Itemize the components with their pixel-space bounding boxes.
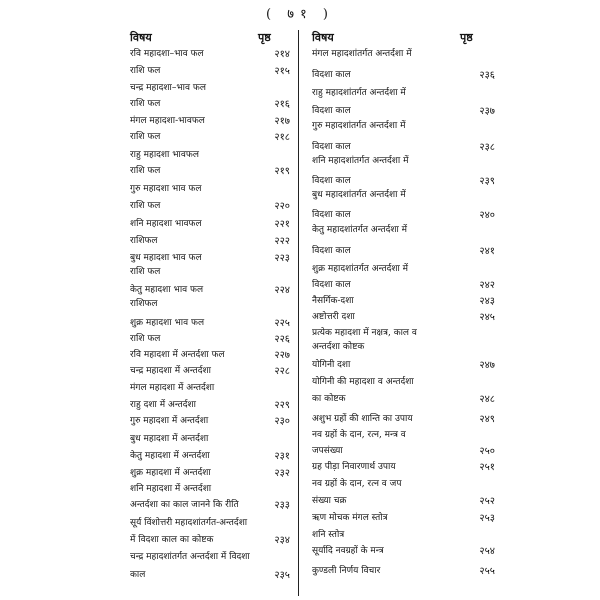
entry-title: राशिफल (130, 299, 158, 309)
entry-page-number: २४९ (479, 414, 495, 425)
entry-page-number: २४८ (479, 394, 495, 405)
entry-title: अशुभ ग्रहों की शान्ति का उपाय (312, 414, 413, 424)
entry-title: बुध महादशांतर्गत अन्तर्दशा में (312, 190, 406, 200)
entry-title: विदशा काल (312, 246, 351, 256)
toc-entry (130, 219, 290, 230)
entry-title: विदशा काल (312, 280, 351, 290)
entry-title: विदशा काल (312, 106, 351, 116)
entry-title: राहु दशा में अन्तर्दशा (130, 400, 196, 410)
entry-page-number: २३० (274, 416, 290, 427)
toc-entry (130, 267, 290, 278)
toc-entry (312, 296, 495, 307)
entry-title: गुरु महादशा भाव फल (130, 184, 202, 194)
entry-title: शुक्र महादशा में अन्तर्दशा (130, 468, 211, 478)
subject-header: विषय (130, 31, 152, 44)
toc-entry (130, 99, 290, 110)
entry-title: सूर्यादि नवग्रहों के मन्त्र (312, 546, 384, 556)
entry-title: मंगल महादशांतर्गत अन्तर्दशा में (312, 49, 412, 59)
entry-title: योगिनी दशा (312, 360, 351, 370)
entry-title: शनि महादशांतर्गत अन्तर्दशा में (312, 156, 409, 166)
toc-entry (130, 535, 290, 546)
entry-title: प्रत्येक महादशा में नक्षत्र, काल व (312, 328, 417, 338)
entry-page-number: २४१ (479, 246, 495, 257)
entry-page-number: २२८ (274, 366, 290, 377)
toc-entry (312, 49, 483, 60)
toc-entry (130, 366, 290, 377)
toc-entry (130, 201, 290, 212)
left-column (130, 0, 290, 600)
toc-entry (312, 394, 495, 405)
toc-entry (130, 451, 290, 462)
toc-entry (130, 285, 290, 296)
entry-title: शनि महादशा भावफल (130, 219, 202, 229)
entry-page-number: २१५ (274, 66, 290, 77)
entry-title: राशि फल (130, 166, 161, 176)
entry-title: काल (130, 570, 146, 580)
entry-title: अन्तर्दशा का काल जानने कि रीति (130, 500, 239, 510)
entry-title: नव ग्रहों के दान, रत्न व जप (312, 479, 402, 489)
entry-title: अन्तर्दशा कोष्टक (312, 342, 365, 352)
toc-entry (130, 484, 290, 495)
toc-entry (130, 83, 290, 94)
entry-page-number: २४५ (479, 312, 495, 323)
toc-entry (312, 312, 495, 323)
toc-entry (312, 280, 495, 291)
toc-entry (130, 166, 290, 177)
entry-title: विदशा काल (312, 70, 351, 80)
entry-title: मंगल महादशा-भावफल (130, 116, 205, 126)
entry-page-number: २१४ (274, 49, 290, 60)
entry-page-number: २२७ (274, 350, 290, 361)
entry-title: में विदशा काल का कोष्टक (130, 535, 214, 545)
subject-header: विषय (312, 31, 334, 44)
toc-entry (312, 446, 495, 457)
entry-title: शनि महादशा में अन्तर्दशा (130, 484, 212, 494)
entry-title: राशि फल (130, 99, 161, 109)
toc-entry (130, 236, 290, 247)
entry-title: जपसंख्या (312, 446, 343, 456)
toc-entry (312, 88, 483, 99)
entry-page-number: २५४ (479, 546, 495, 557)
toc-entry (312, 414, 495, 425)
entry-title: राशि फल (130, 267, 161, 277)
entry-page-number: २१८ (274, 132, 290, 143)
toc-entry (130, 132, 290, 143)
toc-entry (130, 334, 290, 345)
page-header: पृष्ठ (258, 31, 271, 44)
entry-title: राशि फल (130, 132, 161, 142)
entry-title: संख्या चक्र (312, 496, 347, 506)
toc-entry (130, 299, 290, 310)
toc-entry (312, 513, 495, 524)
toc-entry (312, 530, 483, 541)
toc-entry (312, 264, 483, 275)
toc-entry (312, 156, 483, 167)
toc-entry (312, 121, 483, 132)
entry-page-number: २१७ (274, 116, 290, 127)
toc-entry (312, 70, 495, 81)
toc-entry (130, 116, 290, 127)
toc-entry (130, 416, 290, 427)
entry-page-number: २३९ (479, 176, 495, 187)
entry-page-number: २२० (274, 201, 290, 212)
entry-title: राशि फल (130, 334, 161, 344)
entry-page-number: २४२ (479, 280, 495, 291)
entry-title: बुध महादशा भाव फल (130, 253, 202, 263)
entry-page-number: २४० (479, 210, 495, 221)
entry-page-number: २३७ (479, 106, 495, 117)
entry-page-number: २३२ (274, 468, 290, 479)
entry-title: सूर्य विंशोत्तरी महादशांतर्गत-अन्तर्दशा (130, 518, 248, 528)
toc-entry (130, 518, 290, 529)
entry-title: का कोष्टक (312, 394, 346, 404)
toc-entry (130, 468, 290, 479)
toc-entry (312, 462, 495, 473)
toc-entry (312, 210, 495, 221)
entry-title: राहु महादशा भावफल (130, 150, 199, 160)
entry-title: रवि महादशा में अन्तर्दशा फल (130, 350, 225, 360)
entry-title: चन्द्र महादशा में अन्तर्दशा (130, 366, 211, 376)
toc-entry (312, 566, 495, 577)
column-divider (298, 30, 299, 596)
entry-page-number: २५५ (479, 566, 495, 577)
entry-page-number: २१९ (274, 166, 290, 177)
toc-entry (312, 106, 495, 117)
entry-title: कुण्डली निर्णय विचार (312, 566, 381, 576)
entry-title: राशि फल (130, 66, 161, 76)
entry-title: शुक्र महादशांतर्गत अन्तर्दशा में (312, 264, 409, 274)
toc-entry (130, 400, 290, 411)
entry-title: विदशा काल (312, 210, 351, 220)
toc-entry (130, 570, 290, 581)
entry-title: गुरु महादशा में अन्तर्दशा (130, 416, 209, 426)
entry-title: बुध महादशा में अन्तर्दशा (130, 434, 209, 444)
entry-title: केतु महादशांतर्गत अन्तर्दशा में (312, 225, 408, 235)
toc-entry (130, 253, 290, 264)
entry-page-number: २४३ (479, 296, 495, 307)
entry-title: चन्द्र महादशांतर्गत अन्तर्दशा में विदशा (130, 552, 250, 562)
entry-title: गुरु महादशांतर्गत अन्तर्दशा में (312, 121, 406, 131)
toc-entry (312, 225, 483, 236)
page-number: ( ७१ ) (266, 7, 334, 22)
entry-page-number: २२३ (274, 253, 290, 264)
entry-title: केतु महादशा में अन्तर्दशा (130, 451, 210, 461)
toc-entry (130, 318, 290, 329)
entry-page-number: २३८ (479, 142, 495, 153)
entry-title: रवि महादशा–भाव फल (130, 49, 204, 59)
toc-entry (312, 246, 495, 257)
entry-title: केतु महादशा भाव फल (130, 285, 204, 295)
entry-title: ग्रह पीड़ा निवारणार्थ उपाय (312, 462, 396, 472)
toc-entry (130, 150, 290, 161)
toc-entry (312, 190, 483, 201)
entry-page-number: २२९ (274, 400, 290, 411)
entry-page-number: २३६ (479, 70, 495, 81)
entry-title: नैसर्गिक-दशा (312, 296, 354, 306)
toc-entry (130, 184, 290, 195)
entry-title: चन्द्र महादशा–भाव फल (130, 83, 206, 93)
entry-page-number: २३३ (274, 500, 290, 511)
toc-entry (312, 430, 483, 441)
toc-entry (130, 500, 290, 511)
toc-entry (130, 552, 290, 563)
entry-title: ऋण मोचक मंगल स्तोत्र (312, 513, 388, 523)
entry-title: मंगल महादशा में अन्तर्दशा (130, 383, 215, 393)
entry-page-number: २४७ (479, 360, 495, 371)
toc-entry (312, 479, 483, 490)
entry-page-number: २२६ (274, 334, 290, 345)
entry-page-number: २५२ (479, 496, 495, 507)
toc-entry (130, 434, 290, 445)
entry-page-number: २१६ (274, 99, 290, 110)
toc-entry (312, 176, 495, 187)
entry-page-number: २५१ (479, 462, 495, 473)
toc-entry (130, 383, 290, 394)
toc-entry (312, 496, 495, 507)
entry-title: विदशा काल (312, 176, 351, 186)
entry-page-number: २२४ (274, 285, 290, 296)
entry-title: शनि स्तोत्र (312, 530, 345, 540)
toc-entry (130, 350, 290, 361)
toc-entry (312, 360, 495, 371)
entry-page-number: २५० (479, 446, 495, 457)
entry-page-number: २३१ (274, 451, 290, 462)
entry-page-number: २५३ (479, 513, 495, 524)
toc-entry (130, 49, 290, 60)
entry-title: राशि फल (130, 201, 161, 211)
toc-entry (312, 546, 495, 557)
toc-entry (312, 377, 483, 388)
entry-page-number: २३५ (274, 570, 290, 581)
entry-page-number: २२१ (274, 219, 290, 230)
entry-page-number: २३४ (274, 535, 290, 546)
entry-page-number: २२५ (274, 318, 290, 329)
page-header: पृष्ठ (460, 31, 473, 44)
entry-title: अष्टोत्तरी दशा (312, 312, 355, 322)
entry-title: योगिनी की महादशा व अन्तर्दशा (312, 377, 414, 387)
right-column (308, 0, 495, 600)
entry-title: नव ग्रहों के दान, रत्न, मन्त्र व (312, 430, 406, 440)
toc-entry (312, 342, 483, 353)
toc-entry (312, 142, 495, 153)
entry-title: राहु महादशांतर्गत अन्तर्दशा में (312, 88, 406, 98)
toc-entry (130, 66, 290, 77)
toc-entry (312, 328, 483, 339)
entry-page-number: २२२ (274, 236, 290, 247)
entry-title: शुक्र महादशा भाव फल (130, 318, 205, 328)
entry-title: विदशा काल (312, 142, 351, 152)
entry-title: राशिफल (130, 236, 158, 246)
